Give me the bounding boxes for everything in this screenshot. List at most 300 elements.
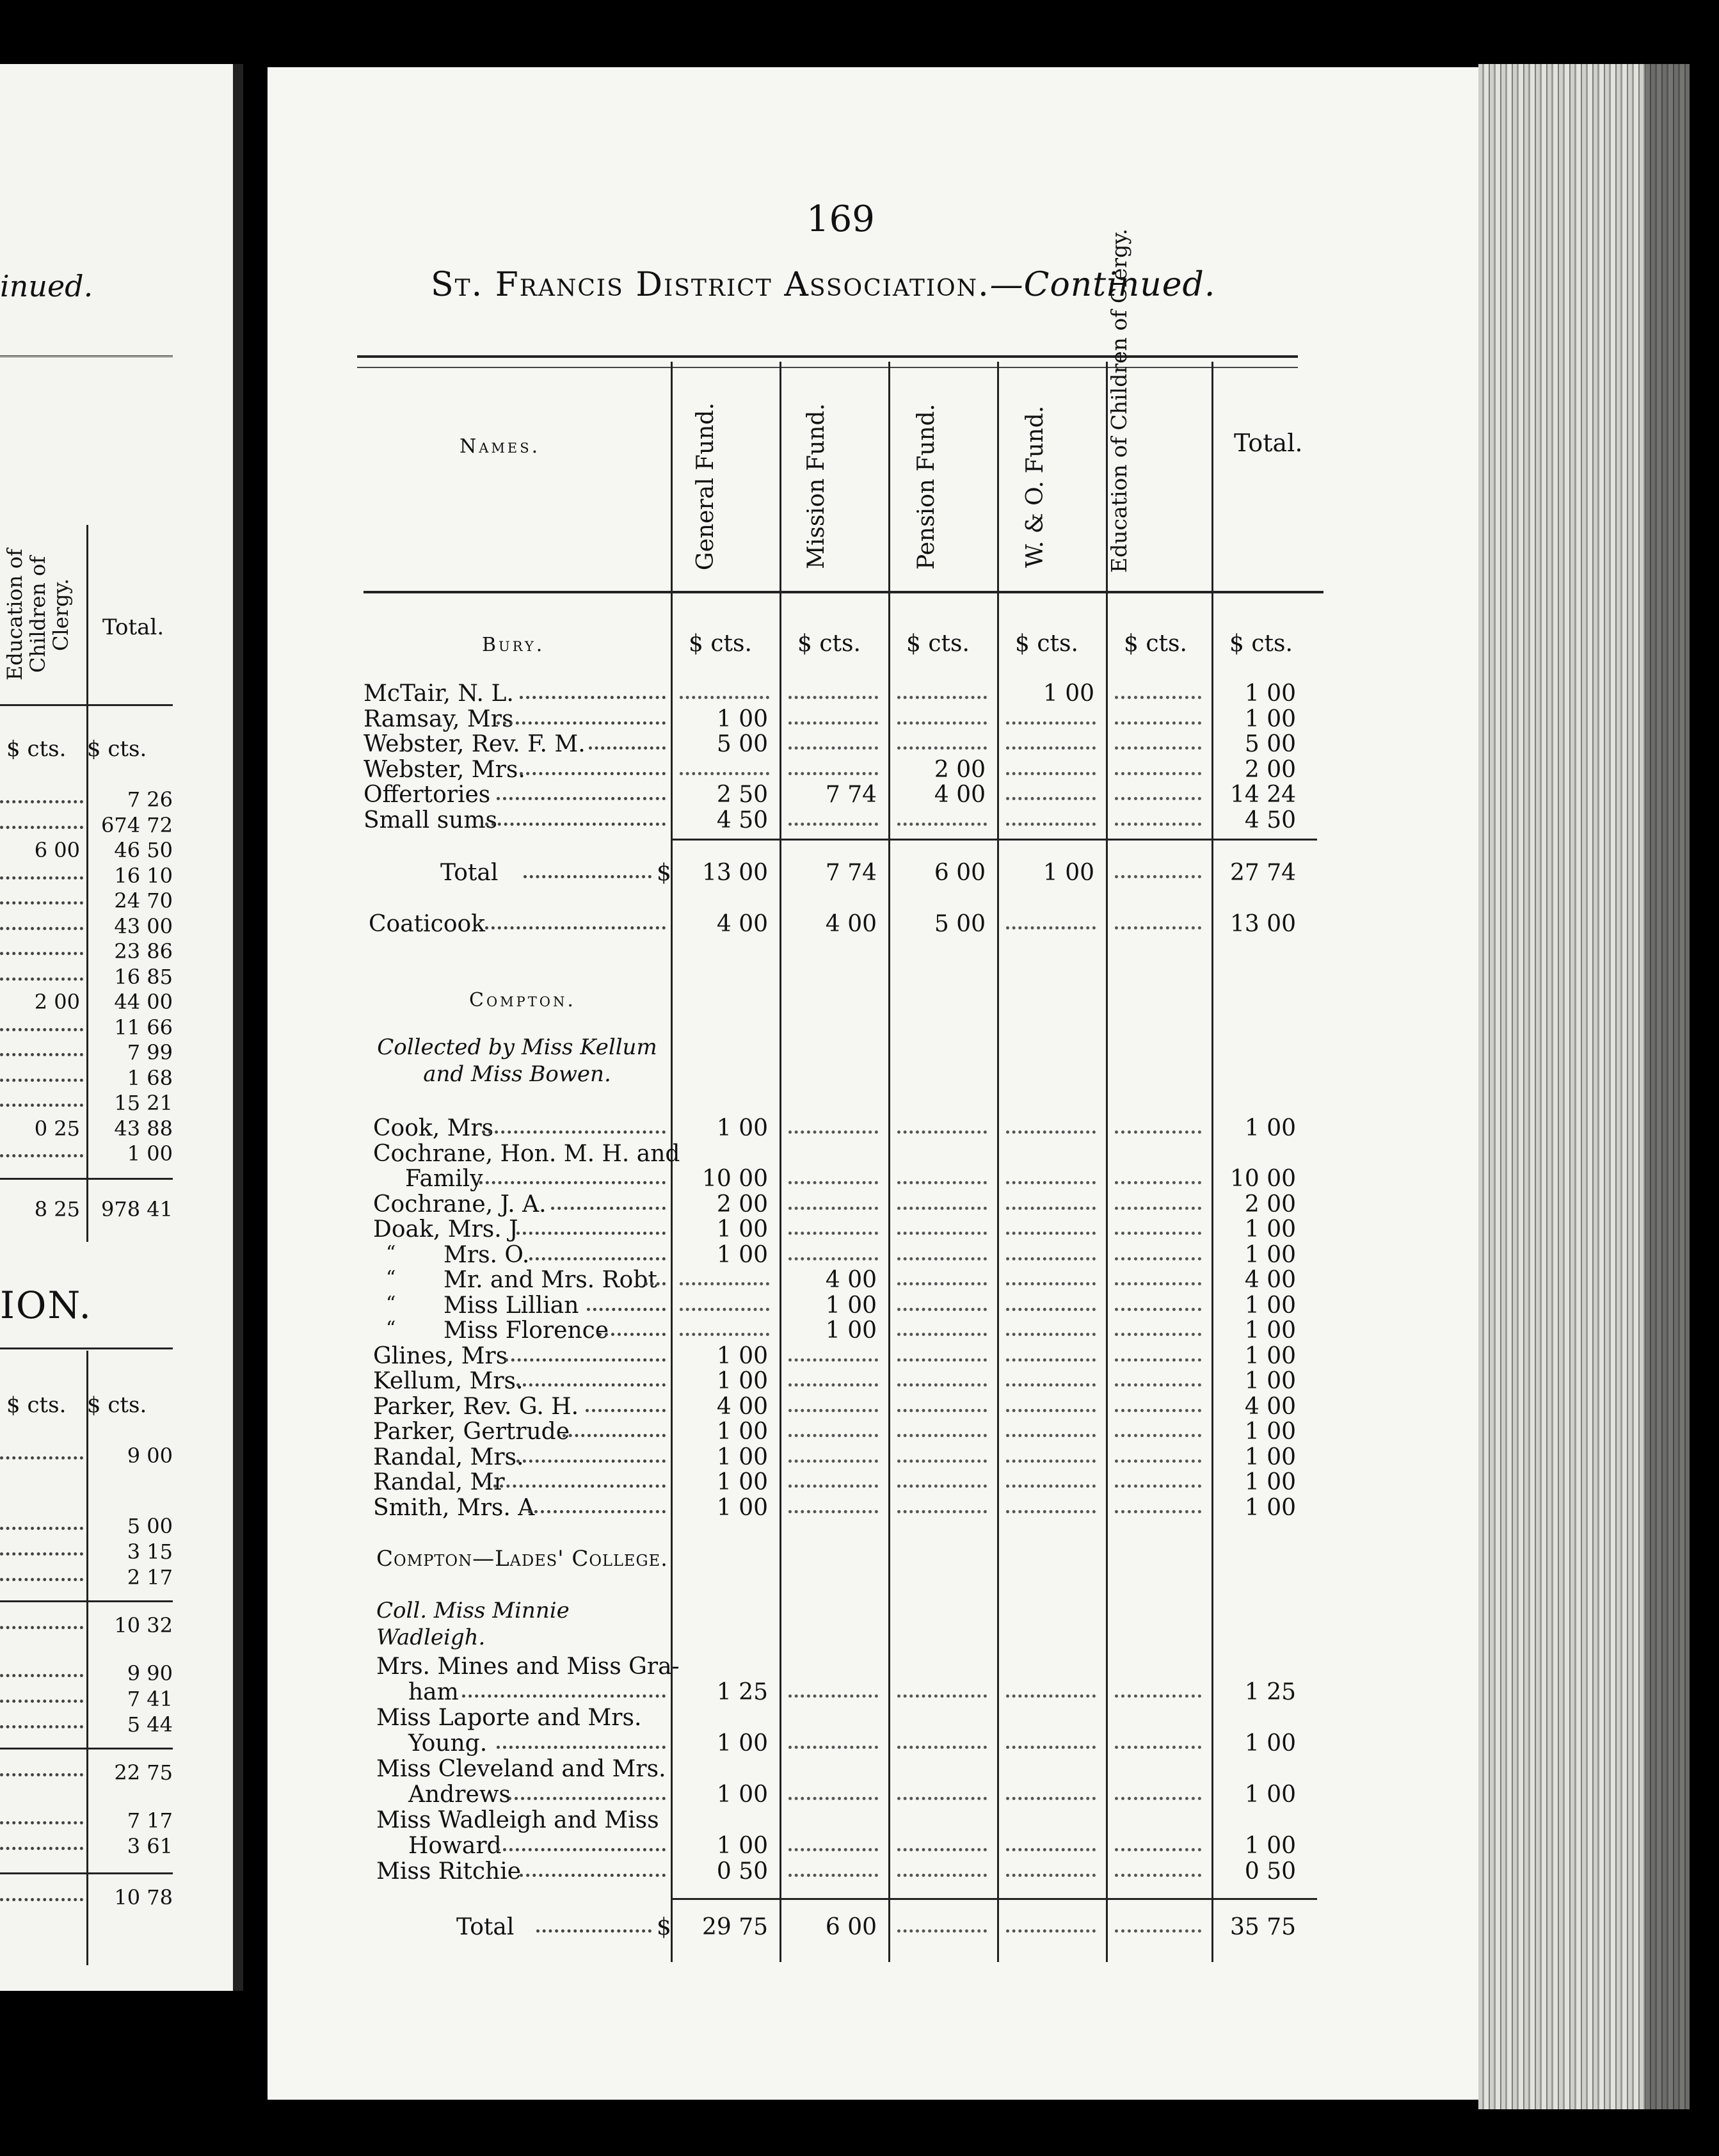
section-ladies-college: Compton—Lades' College. xyxy=(376,1546,668,1572)
leader-dots xyxy=(0,952,83,955)
units-general xyxy=(689,631,752,657)
compton-total-row xyxy=(268,1914,1355,1940)
entry-name: Cochrane, Hon. M. H. and xyxy=(373,1140,680,1167)
left-row xyxy=(0,1040,173,1065)
leader-dots xyxy=(644,1282,666,1285)
empty-cell-dots xyxy=(788,1694,878,1698)
entry-name: Family xyxy=(405,1166,483,1192)
entry-name: Parker, Rev. G. H. xyxy=(373,1393,579,1420)
left-row-bottom xyxy=(0,1661,173,1686)
entry-name: Randal, Mr xyxy=(373,1469,505,1495)
left-total-amount: 43 00 xyxy=(114,913,173,938)
total-amount: 1 00 xyxy=(1244,1241,1296,1268)
total-amount: 4 00 xyxy=(1244,1393,1296,1420)
left-total-amount: 5 44 xyxy=(127,1712,173,1737)
empty-cell-dots xyxy=(1115,1460,1201,1463)
empty-cell-dots xyxy=(788,772,878,775)
empty-cell-dots xyxy=(897,1181,987,1184)
left-row xyxy=(0,965,173,990)
leader-dots xyxy=(551,1207,666,1210)
entry-name: Coaticook xyxy=(369,911,485,937)
empty-cell-dots xyxy=(1115,1746,1201,1749)
compton-row xyxy=(268,1469,1355,1495)
leader-dots xyxy=(497,721,666,725)
empty-cell-dots xyxy=(1006,772,1096,775)
pension-fund-header: Pension Fund. xyxy=(913,403,939,570)
left-total-amount: 5 00 xyxy=(127,1514,173,1538)
total-amount: 1 00 xyxy=(1244,1216,1296,1243)
entry-name: Young. xyxy=(408,1730,488,1757)
empty-cell-dots xyxy=(1115,1308,1201,1311)
empty-cell-dots xyxy=(1115,746,1201,750)
total-amount: 1 00 xyxy=(1244,1115,1296,1141)
pension-amount: 4 00 xyxy=(934,782,986,808)
leader-dots xyxy=(497,1848,666,1851)
total-amount: 13 00 xyxy=(1229,911,1296,937)
college-row-first-line xyxy=(268,1705,1355,1730)
leader-dots xyxy=(0,800,83,803)
left-row xyxy=(0,787,173,812)
left-row xyxy=(0,1116,173,1141)
mission-fund-header: Mission Fund. xyxy=(803,403,829,570)
dollar-unit: $ xyxy=(1015,631,1030,657)
left-total-amount: 7 41 xyxy=(127,1687,173,1711)
entry-name: Kellum, Mrs. xyxy=(373,1368,524,1394)
compton-row xyxy=(268,1191,1355,1217)
total-amount: 1 00 xyxy=(1244,1730,1296,1757)
units-total xyxy=(1229,631,1293,657)
leader-dots xyxy=(524,875,652,878)
left-row xyxy=(0,939,173,964)
left-total-amount: 1 68 xyxy=(127,1065,173,1090)
general-amount: 1 00 xyxy=(716,1342,768,1369)
empty-cell-dots xyxy=(788,1409,878,1412)
bury-row xyxy=(268,731,1355,757)
empty-cell-dots xyxy=(897,1510,987,1513)
empty-cell-dots xyxy=(897,696,987,699)
empty-cell-dots xyxy=(897,1130,987,1134)
total-amount: 1 00 xyxy=(1244,1444,1296,1470)
entry-name: Webster, Mrs. xyxy=(364,756,525,783)
total-amount: 1 25 xyxy=(1244,1679,1296,1705)
left-subtotal-rule xyxy=(0,1600,173,1602)
empty-cell-dots xyxy=(1006,1434,1096,1437)
entry-name: McTair, N. L. xyxy=(364,680,514,707)
left-subtotal-rule xyxy=(0,1748,173,1750)
total-amount: 1 00 xyxy=(1244,680,1296,707)
empty-cell-dots xyxy=(1006,1460,1096,1463)
empty-cell-dots xyxy=(1006,1694,1096,1698)
empty-cell-dots xyxy=(1115,1282,1201,1285)
empty-cell-dots xyxy=(1006,1409,1096,1412)
left-row-bottom xyxy=(0,1834,173,1859)
general-amount: 13 00 xyxy=(701,860,768,886)
cents-unit: cts. xyxy=(1146,631,1187,657)
entry-name: Total xyxy=(456,1914,515,1940)
general-amount: 4 00 xyxy=(716,1393,768,1420)
leader-dots xyxy=(589,746,666,750)
empty-cell-dots xyxy=(788,1207,878,1210)
bury-row xyxy=(268,757,1355,782)
empty-cell-dots xyxy=(897,1282,987,1285)
total-amount: 1 00 xyxy=(1244,1494,1296,1521)
college-row-first-line xyxy=(268,1653,1355,1679)
left-total-amount: 2 17 xyxy=(127,1565,173,1589)
total-amount: 35 75 xyxy=(1229,1914,1296,1940)
entry-name: Cook, Mrs xyxy=(373,1115,494,1141)
compton-row xyxy=(268,1141,1355,1166)
left-page-fragment xyxy=(0,64,243,1991)
entry-name: Doak, Mrs. J xyxy=(373,1216,518,1243)
left-row xyxy=(0,1066,173,1091)
leader-dots xyxy=(0,1154,83,1157)
total-amount: 4 50 xyxy=(1244,807,1296,833)
left-total-amount: 23 86 xyxy=(114,939,173,963)
college-row-first-line xyxy=(268,1756,1355,1782)
empty-cell-dots xyxy=(1115,1383,1201,1387)
empty-cell-dots xyxy=(1115,1257,1201,1260)
empty-cell-dots xyxy=(897,1746,987,1749)
left-total-amount: 46 50 xyxy=(114,838,173,862)
leader-dots xyxy=(479,1181,666,1184)
empty-cell-dots xyxy=(1115,1929,1201,1933)
total-amount: 1 00 xyxy=(1244,1782,1296,1808)
empty-cell-dots xyxy=(1006,1358,1096,1362)
compton-subtotal-rule xyxy=(671,1898,1317,1900)
mission-amount: 4 00 xyxy=(825,1267,877,1293)
empty-cell-dots xyxy=(897,1694,987,1698)
left-total-amount: 7 17 xyxy=(127,1808,173,1833)
title-text: St. Francis District Association. xyxy=(431,266,990,304)
empty-cell-dots xyxy=(788,1434,878,1437)
empty-cell-dots xyxy=(680,772,769,775)
college-row xyxy=(268,1782,1355,1807)
entry-name: Miss Florence xyxy=(444,1317,609,1344)
empty-cell-dots xyxy=(1006,1797,1096,1800)
empty-cell-dots xyxy=(1006,721,1096,725)
leader-dots xyxy=(516,1383,666,1387)
empty-cell-dots xyxy=(1115,1181,1201,1184)
compton-row xyxy=(268,1444,1355,1470)
entry-name: Offertories xyxy=(364,782,491,808)
empty-cell-dots xyxy=(897,721,987,725)
empty-cell-dots xyxy=(897,1383,987,1387)
left-row xyxy=(0,990,173,1015)
page-title xyxy=(431,266,1215,304)
left-units-2: $ cts. $ cts. xyxy=(6,1392,147,1418)
empty-cell-dots xyxy=(897,1333,987,1336)
leader-dots xyxy=(0,1626,83,1629)
compton-row xyxy=(268,1343,1355,1369)
empty-cell-dots xyxy=(1115,1434,1201,1437)
empty-cell-dots xyxy=(1006,1929,1096,1933)
compton-row xyxy=(268,1368,1355,1394)
leader-dots xyxy=(520,1874,666,1877)
dollar-unit: $ xyxy=(906,631,921,657)
leader-dots xyxy=(482,1130,666,1134)
general-amount: 1 00 xyxy=(716,1368,768,1394)
empty-cell-dots xyxy=(680,1333,769,1336)
leader-dots xyxy=(493,1484,666,1488)
left-total-amount: 10 32 xyxy=(114,1613,173,1637)
empty-cell-dots xyxy=(897,1460,987,1463)
left-edu-amount: 0 25 xyxy=(34,1116,80,1141)
total-amount: 14 24 xyxy=(1229,782,1296,808)
general-amount: 1 25 xyxy=(716,1679,768,1705)
education-header: Education of Children of Clergy. xyxy=(1107,229,1131,573)
empty-cell-dots xyxy=(897,1232,987,1235)
empty-cell-dots xyxy=(788,721,878,725)
empty-cell-dots xyxy=(1006,1181,1096,1184)
compton-row xyxy=(268,1166,1355,1191)
empty-cell-dots xyxy=(1115,1484,1201,1488)
empty-cell-dots xyxy=(1006,1308,1096,1311)
units-education xyxy=(1124,631,1187,657)
entry-name: Small sums xyxy=(364,807,498,833)
empty-cell-dots xyxy=(1115,797,1201,800)
left-row-bottom xyxy=(0,1885,173,1910)
left-units: $ cts. $ cts. xyxy=(6,736,147,762)
left-total-amount: 15 21 xyxy=(114,1091,173,1115)
leader-dots xyxy=(485,926,666,929)
leader-dots xyxy=(0,1053,83,1056)
entry-name: Glines, Mrs xyxy=(373,1342,508,1369)
left-total-header: Total. xyxy=(102,615,164,640)
left-row-bottom xyxy=(0,1808,173,1833)
leader-dots xyxy=(0,1847,83,1850)
empty-cell-dots xyxy=(1006,746,1096,750)
left-row xyxy=(0,1141,173,1166)
ditto-mark: “ xyxy=(386,1292,396,1315)
leader-dots xyxy=(0,1700,83,1703)
units-pension xyxy=(906,631,970,657)
left-total-amount: 674 72 xyxy=(101,812,173,837)
leader-dots xyxy=(0,927,83,930)
entry-name: ham xyxy=(408,1679,459,1705)
general-amount: 1 00 xyxy=(716,1494,768,1521)
total-amount: 1 00 xyxy=(1244,1469,1296,1495)
empty-cell-dots xyxy=(897,746,987,750)
general-amount: 4 00 xyxy=(716,911,768,937)
section-compton: Compton. xyxy=(469,989,576,1011)
total-amount: 1 00 xyxy=(1244,1833,1296,1859)
general-amount: 1 00 xyxy=(716,1115,768,1141)
general-amount: 1 00 xyxy=(716,1730,768,1757)
left-edu-amount: 2 00 xyxy=(34,990,80,1014)
mission-amount: 4 00 xyxy=(825,911,877,937)
book-page-edge xyxy=(1478,64,1690,2109)
empty-cell-dots xyxy=(1115,1207,1201,1210)
total-amount: 2 00 xyxy=(1244,756,1296,783)
left-total-amount: 43 88 xyxy=(114,1116,173,1141)
left-total-amount: 7 99 xyxy=(127,1040,173,1065)
leader-dots xyxy=(497,1746,666,1749)
left-sum-rule xyxy=(0,1178,173,1180)
empty-cell-dots xyxy=(1006,823,1096,826)
empty-cell-dots xyxy=(1115,1358,1201,1362)
entry-name: Miss Ritchie xyxy=(376,1858,522,1885)
empty-cell-dots xyxy=(1115,1510,1201,1513)
left-page-title: inued. xyxy=(0,269,93,303)
general-amount: 2 00 xyxy=(716,1191,768,1218)
empty-cell-dots xyxy=(897,823,987,826)
left-total-amount: 24 70 xyxy=(114,889,173,913)
entry-name: Miss Wadleigh and Miss xyxy=(376,1807,659,1833)
entry-name: Howard xyxy=(408,1833,502,1859)
left-total-amount: 22 75 xyxy=(114,1760,173,1785)
general-amount: 1 00 xyxy=(716,1782,768,1808)
empty-cell-dots xyxy=(1115,721,1201,725)
empty-cell-dots xyxy=(788,1746,878,1749)
empty-cell-dots xyxy=(1115,1232,1201,1235)
empty-cell-dots xyxy=(1115,823,1201,826)
leader-dots xyxy=(0,1674,83,1677)
pension-amount: 5 00 xyxy=(934,911,986,937)
left-section-rule xyxy=(0,1348,173,1349)
entry-name: Mrs. Mines and Miss Gra- xyxy=(376,1653,680,1680)
pension-amount: 6 00 xyxy=(934,860,986,886)
left-row xyxy=(0,864,173,889)
college-row xyxy=(268,1679,1355,1705)
left-row xyxy=(0,914,173,939)
total-column-header: Total. xyxy=(1234,429,1303,457)
ditto-mark: “ xyxy=(386,1267,396,1289)
empty-cell-dots xyxy=(1115,926,1201,929)
leader-dots xyxy=(528,1510,666,1513)
leader-dots xyxy=(0,1104,83,1107)
general-fund-header: General Fund. xyxy=(692,402,719,571)
left-total-amount: 1 00 xyxy=(127,1141,173,1166)
mission-amount: 1 00 xyxy=(825,1317,877,1344)
names-column-header: Names. xyxy=(460,435,541,458)
empty-cell-dots xyxy=(1006,1232,1096,1235)
empty-cell-dots xyxy=(1115,772,1201,775)
page-number: 169 xyxy=(806,198,875,240)
compton-row xyxy=(268,1394,1355,1419)
entry-name: Total xyxy=(440,860,499,886)
empty-cell-dots xyxy=(1006,797,1096,800)
total-amount: 1 00 xyxy=(1244,705,1296,732)
college-row xyxy=(268,1730,1355,1756)
empty-cell-dots xyxy=(788,1510,878,1513)
leader-dots xyxy=(587,1308,666,1311)
total-amount: 1 00 xyxy=(1244,1368,1296,1394)
left-section-fragment: ION. xyxy=(0,1283,92,1327)
empty-cell-dots xyxy=(1115,1694,1201,1698)
empty-cell-dots xyxy=(1006,1130,1096,1134)
leader-dots xyxy=(529,1257,666,1260)
empty-cell-dots xyxy=(788,1232,878,1235)
empty-cell-dots xyxy=(1006,1510,1096,1513)
general-amount: 1 00 xyxy=(716,705,768,732)
entry-name: Cochrane, J. A. xyxy=(373,1191,547,1218)
leader-dots xyxy=(563,1434,666,1437)
leader-dots xyxy=(0,1456,83,1460)
empty-cell-dots xyxy=(897,1484,987,1488)
college-row-first-line xyxy=(268,1807,1355,1833)
left-sum-row: 8 25 978 41 xyxy=(34,1197,173,1221)
total-amount: 1 00 xyxy=(1244,1317,1296,1344)
left-top-rule xyxy=(0,355,173,357)
empty-cell-dots xyxy=(788,1130,878,1134)
empty-cell-dots xyxy=(788,1484,878,1488)
left-row-bottom xyxy=(0,1712,173,1737)
pension-amount: 2 00 xyxy=(934,756,986,783)
empty-cell-dots xyxy=(788,1797,878,1800)
empty-cell-dots xyxy=(1006,926,1096,929)
entry-name: Parker, Gertrude xyxy=(373,1419,570,1445)
empty-cell-dots xyxy=(1006,1383,1096,1387)
leader-dots xyxy=(516,1232,666,1235)
compton-row xyxy=(268,1292,1355,1318)
left-total-amount: 3 61 xyxy=(127,1834,173,1858)
left-total-amount: 9 90 xyxy=(127,1661,173,1685)
cents-unit: cts. xyxy=(1037,631,1078,657)
total-amount: 1 00 xyxy=(1244,1419,1296,1445)
total-amount: 1 00 xyxy=(1244,1342,1296,1369)
total-amount: 2 00 xyxy=(1244,1191,1296,1218)
leader-dots xyxy=(0,876,83,880)
leader-dots xyxy=(485,823,666,826)
cents-unit: cts. xyxy=(1251,631,1293,657)
left-row xyxy=(0,1015,173,1040)
empty-cell-dots xyxy=(1115,1409,1201,1412)
left-total-amount: 3 15 xyxy=(127,1540,173,1564)
units-wo xyxy=(1015,631,1078,657)
left-total-amount: 16 85 xyxy=(114,964,173,989)
empty-cell-dots xyxy=(1115,696,1201,699)
entry-name: Miss Lillian xyxy=(444,1292,579,1319)
empty-cell-dots xyxy=(1006,1282,1096,1285)
left-row-bottom xyxy=(0,1760,173,1785)
leader-dots xyxy=(508,1797,666,1800)
empty-cell-dots xyxy=(680,1308,769,1311)
leader-dots xyxy=(0,1773,83,1776)
general-amount: 1 00 xyxy=(716,1444,768,1470)
units-mission xyxy=(797,631,861,657)
college-collected-by: Coll. Miss Minnie Wadleigh. xyxy=(376,1598,570,1650)
empty-cell-dots xyxy=(1115,1130,1201,1134)
mission-amount: 7 74 xyxy=(825,860,877,886)
wo-amount: 1 00 xyxy=(1043,680,1094,707)
general-amount: 1 00 xyxy=(716,1419,768,1445)
entry-name: Miss Cleveland and Mrs. xyxy=(376,1756,666,1782)
empty-cell-dots xyxy=(1006,1207,1096,1210)
left-row-bottom xyxy=(0,1565,173,1590)
compton-row xyxy=(268,1216,1355,1242)
left-education-header: Education of Children of Clergy. xyxy=(3,549,73,680)
leader-dots xyxy=(462,1694,666,1698)
left-total-amount: 10 78 xyxy=(114,1885,173,1910)
general-amount: 1 00 xyxy=(716,1216,768,1243)
empty-cell-dots xyxy=(1115,1797,1201,1800)
entry-name: Andrews xyxy=(408,1782,511,1808)
entry-name: Randal, Mrs. xyxy=(373,1444,524,1470)
empty-cell-dots xyxy=(788,696,878,699)
total-amount: 4 00 xyxy=(1244,1267,1296,1293)
leader-dots xyxy=(0,1079,83,1082)
dollar-sign: $ xyxy=(657,860,671,886)
left-total-amount: 7 26 xyxy=(127,787,173,812)
page xyxy=(268,67,1487,2100)
general-amount: 1 00 xyxy=(716,1833,768,1859)
bury-row xyxy=(268,680,1355,706)
left-total-amount: 11 66 xyxy=(114,1015,173,1040)
dollar-unit: $ xyxy=(1124,631,1139,657)
empty-cell-dots xyxy=(1006,1874,1096,1877)
left-total-amount: 16 10 xyxy=(114,863,173,888)
cents-unit: cts. xyxy=(819,631,861,657)
